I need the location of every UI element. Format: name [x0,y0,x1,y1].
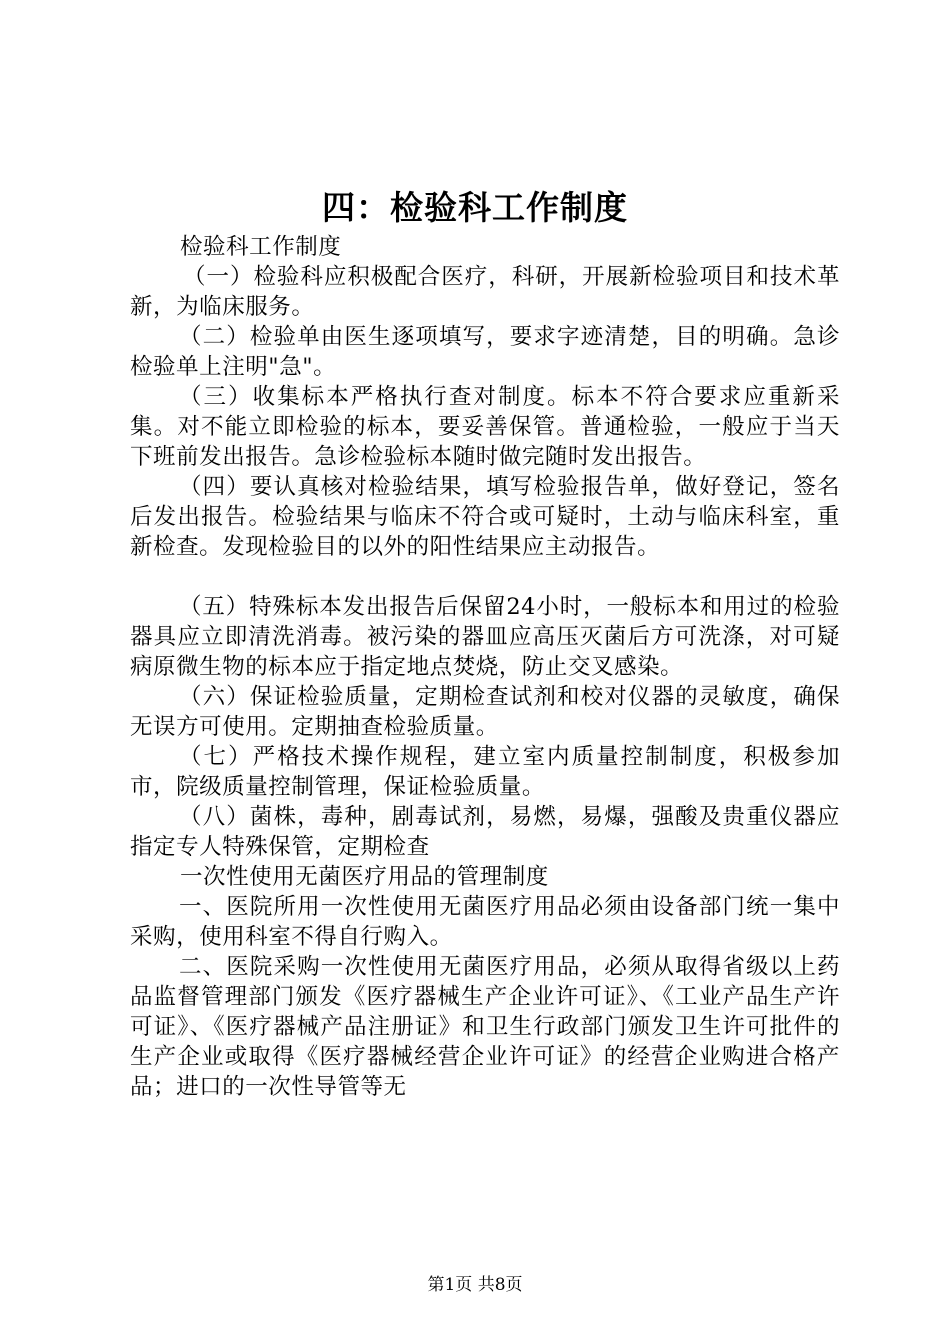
section-heading: 一次性使用无菌医疗用品的管理制度 [180,864,549,890]
paragraph: （六）保证检验质量，定期检查试剂和校对仪器的灵敏度，确保无误方可使用。定期抽查检验质量。 [130,684,840,740]
paragraph: （四）要认真核对检验结果，填写检验报告单，做好登记，签名后发出报告。检验结果与临床不符合或可疑时，土动与临床科室，重新检查。发现检验目的以外的阳性结果应主动报告。 [130,474,840,560]
page-number: 第1页 共8页 [427,1275,523,1295]
document-body [130,232,840,1102]
paragraph: 一、医院所用一次性使用无菌医疗用品必须由设备部门统一集中采购，使用科室不得自行购入。 [130,894,840,950]
page-title: 四：检验科工作制度 [322,188,628,227]
paragraph: （二）检验单由医生逐项填写，要求字迹清楚，目的明确。急诊检验单上注明"急"。 [130,324,840,380]
paragraph: （七）严格技术操作规程，建立室内质量控制制度，积极参加市，院级质量控制管理，保证检验质量。 [130,744,840,800]
paragraph: （五）特殊标本发出报告后保留24小时，一般标本和用过的检验器具应立即清洗消毒。被污染的器皿应高压灭菌后方可洗涤，对可疑病原微生物的标本应于指定地点焚烧，防止交叉感染。 [130,594,840,680]
paragraph: （一）检验科应积极配合医疗，科研，开展新检验项目和技术革新，为临床服务。 [130,264,840,320]
section-heading: 检验科工作制度 [180,234,342,260]
paragraph: （三）收集标本严格执行查对制度。标本不符合要求应重新采集。对不能立即检验的标本，要妥善保管。普通检验，一般应于当天下班前发出报告。急诊检验标本随时做完随时发出报告。 [130,384,840,470]
paragraph: 二、医院采购一次性使用无菌医疗用品，必须从取得省级以上药品监督管理部门颁发《医疗器械生产企业许可证》、《工业产品生产许可证》、《医疗器械产品注册证》和卫生行政部门颁发卫生许可批件的生产企业或取得《医疗器械经营企业许可证》的经营企业购进合格产品；进口的一次性导管等无 [130,954,840,1100]
paragraph: （八）菌株，毒种，剧毒试剂，易燃，易爆，强酸及贵重仪器应指定专人特殊保管，定期检查 [130,804,840,860]
